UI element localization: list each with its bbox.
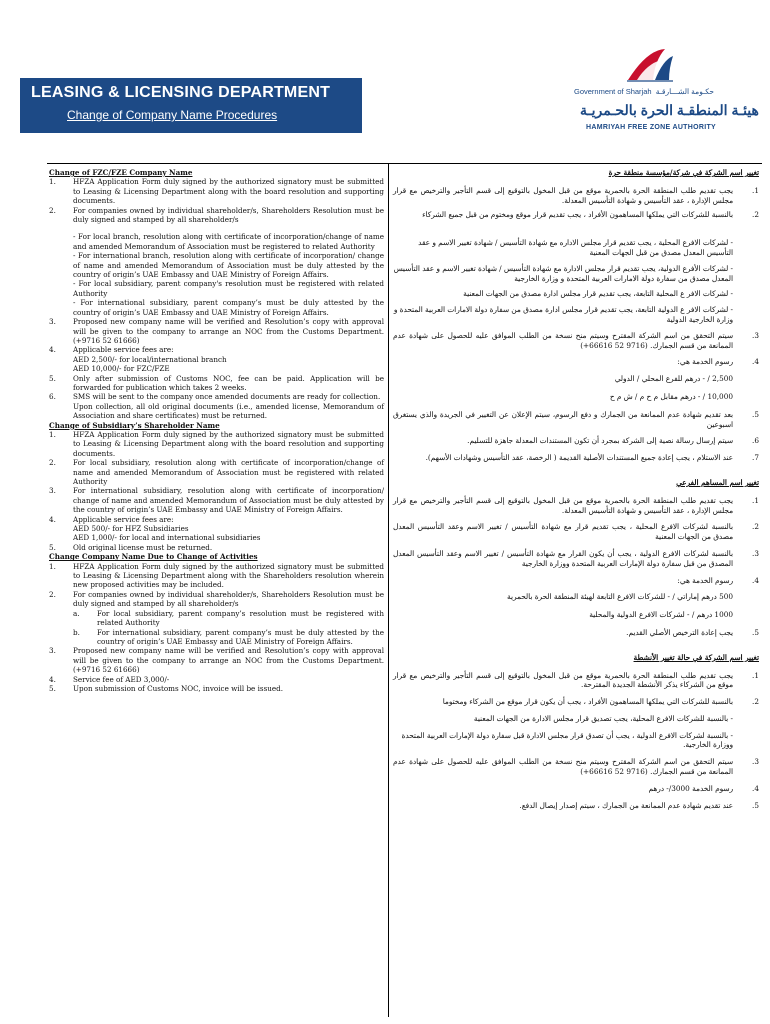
sub-line-arabic: - بالنسبة لشركات الافرع الدولية ، يجب أن تصدق قرار مجلس الادارة قبل سفارة دولة الإمارات العربية المتحدة ووزارة الخارجية. xyxy=(401,730,733,750)
list-item xyxy=(393,436,759,446)
arabic-column xyxy=(393,168,759,817)
list-item xyxy=(49,646,384,674)
item-number: b. xyxy=(73,627,80,637)
item-text: سيتم إرسال رسالة نصية إلى الشركة بمجرد أن تكون المستندات المعدلة جاهزة للتسليم. xyxy=(467,436,733,446)
item-number: a. xyxy=(73,608,80,618)
item-number: 3. xyxy=(49,486,56,496)
item-number: .1 xyxy=(752,670,759,680)
item-number: 4. xyxy=(49,514,56,524)
list-item xyxy=(393,210,759,220)
list-item xyxy=(49,430,384,458)
section-heading: Change of Subsidiary’s Shareholder Name xyxy=(49,420,220,430)
item-number: 5. xyxy=(49,542,56,552)
item-text: HFZA Application Form duly signed by the authorized signatory must be submitted to Leasing & Licensing Department along with the Shareholders resolution wherein new proposed activities may be included. xyxy=(73,561,384,590)
list-item xyxy=(393,549,759,569)
fee-line-arabic: 2,500 / - درهم للفرع المحلي / الدولي xyxy=(614,374,733,384)
item-text: عند تقديم شهادة عدم الممانعة من الجمارك ، سيتم إصدار إيصال الدفع. xyxy=(519,800,733,810)
list-item xyxy=(49,590,384,609)
list-item xyxy=(49,345,384,354)
item-text: يجب تقديم طلب المنطقة الحرة بالحمرية موقع من قبل المخول بالتوقيع إلى قسم التأجير والترخيص مع قرار مجلس الإدارة ، عقد التأسيس و شهادة التأسيس المعدلة. xyxy=(393,495,733,515)
item-text: For companies owned by individual shareholder/s, Shareholders Resolution must be duly signed and stamped by all shareholder/s xyxy=(73,589,384,609)
list-item xyxy=(393,757,759,777)
section-heading-arabic: تغيير اسم المساهم الفرعي xyxy=(676,477,759,487)
column-divider xyxy=(388,164,389,1017)
list-item xyxy=(49,609,384,628)
item-text: Upon submission of Customs NOC, invoice will be issued. xyxy=(73,683,284,693)
item-text: Only after submission of Customs NOC, fee can be paid. Application will be forwarded for publication which takes 2 weeks. xyxy=(73,373,384,392)
section-heading-arabic: تغيير اسم الشركة في حالة تغيير الأنشطة xyxy=(633,652,759,662)
logo-authority-arabic: هيئـة المنطقـة الحرة بالحـمريـة xyxy=(580,102,759,118)
item-text: رسوم الخدمة 3000/- درهم xyxy=(648,783,733,793)
list-item xyxy=(49,486,384,514)
item-number: .3 xyxy=(752,330,759,340)
list-item xyxy=(49,675,384,684)
list-item xyxy=(49,628,384,647)
item-number: .2 xyxy=(752,210,759,220)
list-item xyxy=(49,458,384,486)
item-number: .6 xyxy=(752,436,759,446)
item-text: بالنسبة لشركات الافرع الدولية ، يجب أن يكون القرار مع شهادة التأسيس / تغيير الاسم وعقد التأسيس المعدل المصدق من قبل سفارة دولة الإمارات العربية المتحدة ووزارة الخارجية xyxy=(393,548,733,568)
fee-line-arabic: 1000 درهم / - لشركات الافرع الدولية والمحلية xyxy=(589,610,733,620)
list-item xyxy=(393,410,759,430)
fee-line: AED 500/- for HFZ Subsidiaries xyxy=(73,524,189,534)
item-text: بالنسبة لشركات الافرع المحلية ، يجب تقديم قرار مع شهادة التأسيس / تغيير الاسم وعقد التأسيس المعدل مصدق من الجهات المعنية xyxy=(393,522,733,542)
list-item xyxy=(49,317,384,345)
list-item xyxy=(393,186,759,206)
list-item xyxy=(393,697,759,707)
item-number: 5. xyxy=(49,373,56,383)
list-item xyxy=(49,206,384,225)
note-line-arabic: - لشركات الأفرع الدولية، يجب تقديم قرار مجلس الادارة مع شهادة التأسيس / شهادة تغيير الاسم و عقد التأسيس المعدل مصدق من سفارة دولة الامارات العربية المتحدة و وزارة الخارجية xyxy=(393,263,733,283)
item-number: 4. xyxy=(49,345,56,355)
item-number: .3 xyxy=(752,548,759,558)
item-number: 3. xyxy=(49,646,56,656)
list-item xyxy=(49,374,384,393)
item-number: .2 xyxy=(752,522,759,532)
note-line-arabic: - لشركات الافر ع الدولية التابعة، يجب تقديم قرار مجلس ادارة مصدق من سفارة دولة الامارات العربية المتحدة و وزارة الخارجية الدولية xyxy=(393,305,733,324)
department-title: LEASING & LICENSING DEPARTMENT xyxy=(31,84,331,101)
item-number: 2. xyxy=(49,458,56,468)
item-number: .7 xyxy=(752,453,759,463)
item-number: .5 xyxy=(752,800,759,810)
note-line: - For international branch, resolution along with certificate of incorporation/ change of name and amended Memorandum of Association must be duly attested by the country of origin’s UAE Embassy and UAE Ministry of Foreign Affairs. xyxy=(73,251,384,280)
item-text: يجب إعادة الترخيص الأصلي القديم. xyxy=(626,627,733,637)
item-number: 1. xyxy=(49,429,56,439)
item-text: بالنسبة للشركات التي يملكها المساهمون الأفراد ، يجب تقديم قرار موقع ومختوم من قبل جميع الشركاء xyxy=(422,210,733,220)
item-text: سيتم التحقق من اسم الشركة المقترح وسيتم منح نسخة من الطلب الموافق عليه للحصول على شهادة عدم الممانعة من قسم الجمارك. (9716 52 66616+) xyxy=(393,330,733,350)
fee-line: AED 2,500/- for local/international branch xyxy=(73,354,227,364)
page-header xyxy=(0,0,770,150)
logo-gov-text: Government of Sharjah حكـومة الشـــارقـة xyxy=(574,87,715,96)
item-text: Service fee of AED 3,000/- xyxy=(73,674,170,684)
item-text: SMS will be sent to the company once amended documents are ready for collection. xyxy=(73,392,381,402)
item-number: 3. xyxy=(49,317,56,327)
item-number: .5 xyxy=(752,409,759,419)
list-item xyxy=(393,453,759,463)
closing-note: Upon collection, all old original documents (i.e., amended license, Memorandum of Association and share certificates) must be returned. xyxy=(73,401,384,421)
list-item xyxy=(393,784,759,794)
item-text: يجب تقديم طلب المنطقة الحرة بالحمرية موقع من قبل المخول بالتوقيع إلى قسم التأجير والترخيص مع قرار موقع من الشركاء يذكر الأنشطة الجديدة المقترحة. xyxy=(393,670,733,690)
item-number: .4 xyxy=(752,575,759,585)
logo-authority-english: HAMRIYAH FREE ZONE AUTHORITY xyxy=(586,124,716,131)
item-number: 1. xyxy=(49,561,56,571)
list-item xyxy=(49,562,384,590)
item-number: .1 xyxy=(752,185,759,195)
list-item xyxy=(49,515,384,524)
item-text: HFZA Application Form duly signed by the authorized signatory must be submitted to Leasing & Licensing Department along with the board resolution and supporting documents. xyxy=(73,429,384,458)
item-text: Old original license must be returned. xyxy=(73,542,213,552)
item-text: For companies owned by individual shareholder/s, Shareholders Resolution must be duly signed and stamped by all shareholder/s xyxy=(73,205,384,225)
item-number: 5. xyxy=(49,683,56,693)
list-item xyxy=(49,392,384,401)
item-number: .1 xyxy=(752,495,759,505)
note-line-arabic: - لشركات الافر ع المحلية التابعة، يجب تقديم قرار مجلس ادارة مصدق من الجهات المعنية xyxy=(463,289,733,299)
fee-line-arabic: 500 درهم إماراتي / - للشركات الافرع التابعة لهيئة المنطقة الحرة بالحمرية xyxy=(507,592,733,602)
list-item xyxy=(393,671,759,691)
item-number: 6. xyxy=(49,392,56,402)
item-number: .2 xyxy=(752,697,759,707)
list-item xyxy=(49,684,384,693)
english-column xyxy=(49,168,384,693)
item-text: بعد تقديم شهادة عدم الممانعة من الجمارك و دفع الرسوم، سيتم الإعلان عن التغيير في الجريدة والذي يستغرق اسبوعين xyxy=(393,409,733,429)
sub-line-arabic: - بالنسبة للشركات الافرع المحلية، يجب تصديق قرار مجلس الادارة من الجهات المعنية xyxy=(473,713,733,723)
note-line-arabic: - لشركات الافرع المحلية ، يجب تقديم قرار مجلس الاداره مع شهادة التأسيس / شهادة تغيير الاسم و عقد التأسيس المعدل مصدق من قبل الجهات المعنية xyxy=(418,238,733,257)
item-text: Applicable service fees are: xyxy=(73,345,174,355)
list-item xyxy=(393,357,759,367)
content-frame xyxy=(47,163,762,1017)
item-number: 2. xyxy=(49,589,56,599)
item-text: Proposed new company name will be verified and Resolution’s copy with approval will be given to the company to arrange an NOC from the Customs Department. (+9716 52 61666) xyxy=(73,317,384,345)
item-text: Proposed new company name will be verified and Resolution’s copy with approval will be given to the company to arrange an NOC from the Customs Department. (+9716 52 61666) xyxy=(73,646,384,675)
item-text: Applicable service fees are: xyxy=(73,514,174,524)
sail-logo-icon xyxy=(625,46,675,82)
note-line: - For local branch, resolution along with certificate of incorporation/change of name and amended Memorandum of Association must be registered to related Authority xyxy=(73,232,384,251)
item-text: يجب تقديم طلب المنطقة الحرة بالحمرية موقع من قبل المخول بالتوقيع إلى قسم التأجير والترخيص مع قرار مجلس الإدارة ، عقد التأسيس و شهادة التأسيس المعدلة. xyxy=(393,185,733,205)
list-item xyxy=(49,543,384,552)
item-text: عند الاستلام ، يجب إعادة جميع المستندات الأصلية القديمة ( الرخصة، عقد التأسيس وشهادات الأسهم). xyxy=(425,453,733,463)
item-number: 2. xyxy=(49,205,56,215)
note-line: - For local subsidiary, parent company's resolution must be registered with related Authority xyxy=(73,279,384,298)
fee-line: AED 10,000/- for FZC/FZE xyxy=(73,364,170,374)
document-subtitle: Change of Company Name Procedures xyxy=(67,108,278,122)
item-number: .3 xyxy=(752,757,759,767)
list-item xyxy=(393,801,759,811)
item-number: .4 xyxy=(752,783,759,793)
item-number: .4 xyxy=(752,357,759,367)
item-number: .5 xyxy=(752,627,759,637)
list-item xyxy=(49,177,384,205)
fee-line: AED 1,000/- for local and international subsidiaries xyxy=(73,533,261,543)
list-item xyxy=(393,576,759,586)
item-text: For international subsidiary, resolution along with certificate of incorporation/ change of name and amended Memorandum of Association must be duly attested by the country of origin’s UAE Embassy and UAE Ministry of Foreign Affairs. xyxy=(73,486,384,515)
fee-line-arabic: 10,000 / - درهم مقابل م ح م / ش م ح xyxy=(609,391,733,401)
item-text: رسوم الخدمة هي: xyxy=(677,575,733,585)
list-item xyxy=(393,522,759,542)
item-text: For international subsidiary, parent company’s must be duly attested by the country of origin’s UAE Embassy and UAE Ministry of Foreign Affairs. xyxy=(97,627,384,646)
item-text: For local subsidiary, resolution along with certificate of incorporation/change of name and amended Memorandum of Association must be registered with related Authority xyxy=(73,458,384,486)
item-number: 1. xyxy=(49,177,56,187)
list-item xyxy=(393,331,759,351)
item-text: سيتم التحقق من اسم الشركة المقترح وسيتم منح نسخة من الطلب الموافق عليه للحصول على شهادة عدم الممانعة من قسم الجمارك. (9716 52 66616+) xyxy=(393,757,733,777)
list-item xyxy=(393,628,759,638)
list-item xyxy=(393,496,759,516)
item-number: 4. xyxy=(49,674,56,684)
note-line: - For international subsidiary, parent company’s must be duly attested by the country of origin’s UAE Embassy and UAE Ministry of Foreign Affairs. xyxy=(73,298,384,317)
item-text: For local subsidiary, parent company’s resolution must be registered with related Authority xyxy=(97,608,384,628)
item-text: HFZA Application Form duly signed by the authorized signatory must be submitted to Leasing & Licensing Department along with the board resolution and supporting documents. xyxy=(73,177,384,206)
item-text: بالنسبة للشركات التي يملكها المساهمون الأفراد ، يجب أن يكون قرار موقع من الشركاء ومختوما xyxy=(442,697,733,707)
item-text: رسوم الخدمة هي: xyxy=(677,357,733,367)
section-heading-arabic: تغيير اسم الشركة في شركة/مؤسسة منطقة حرة xyxy=(608,168,759,177)
section-heading: Change of FZC/FZE Company Name xyxy=(49,168,193,177)
hamriyah-logo xyxy=(574,46,759,142)
section-heading: Change Company Name Due to Change of Activities xyxy=(49,552,258,562)
